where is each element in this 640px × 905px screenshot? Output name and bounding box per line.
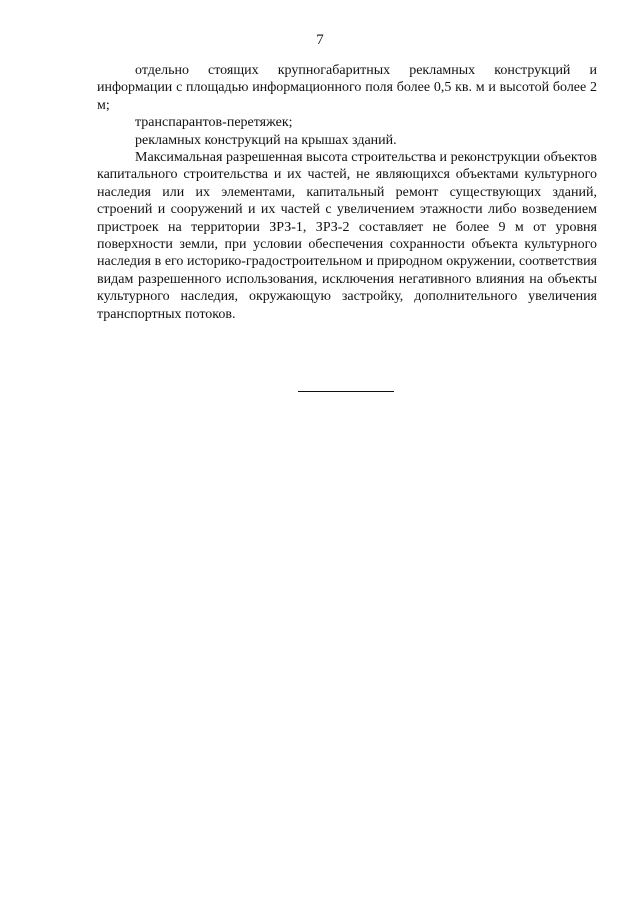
paragraph-max-height: Максимальная разрешенная высота строительства и реконструкции объектов капитального строительства и их частей, не являющихся объектами культурного наследия или их элементами, капитальный ремонт существующих зданий, строений и сооружений и их частей с увеличением этажности либо возведением пристроек на территории ЗРЗ-1, ЗРЗ-2 составляет не более 9 м от уровня поверхности земли, при условии обеспечения сохранности объекта культурного наследия в его историко-градостроительном и природном окружении, соответствия видам разрешенного использования, исключения негативного влияния на объекты культурного наследия, окружающую застройку, дополнительного увеличения транспортных потоков. — [97, 150, 597, 322]
body-text — [97, 62, 597, 323]
paragraph-banners: транспарантов-перетяжек; — [135, 115, 293, 131]
end-divider — [298, 391, 394, 392]
paragraph-advertising-structures: отдельно стоящих крупногабаритных рекламных конструкций и информации с площадью информационного поля более 0,5 кв. м и высотой более 2 м; — [97, 63, 597, 113]
paragraph-roof-structures: рекламных конструкций на крышах зданий. — [135, 132, 397, 148]
page-number: 7 — [316, 32, 324, 48]
